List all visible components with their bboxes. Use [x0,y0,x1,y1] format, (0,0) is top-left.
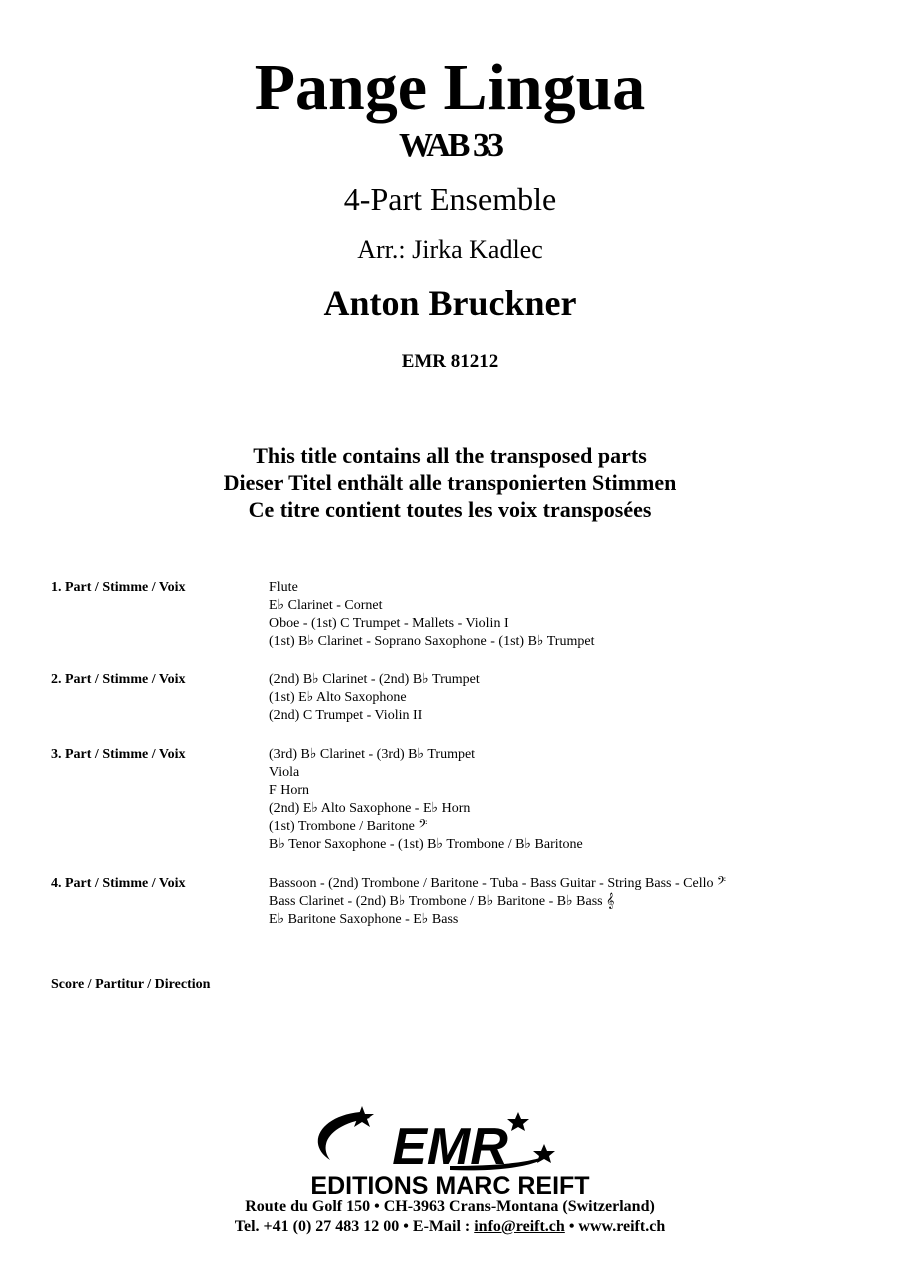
instrument-line: F Horn [269,783,310,798]
part-4-label: 4. Part / Stimme / Voix [51,876,186,891]
arranger: Arr.: Jirka Kadlec [357,235,543,264]
notice-french: Ce titre contient toutes les voix transposées [248,497,652,522]
instrument-line: Viola [269,765,300,780]
score-label: Score / Partitur / Direction [51,977,211,992]
part-3-instruments [269,746,583,854]
piece-title: Pange Lingua [254,51,646,124]
transposed-parts-notice [0,442,900,523]
edition-number: EMR 81212 [401,351,499,372]
publisher-contact [0,1217,900,1237]
part-1-label: 1. Part / Stimme / Voix [51,580,186,595]
contact-website: • www.reift.ch [564,1218,666,1235]
instrument-line: B♭ Tenor Saxophone - (1st) B♭ Trombone / B♭ Baritone [269,837,583,852]
part-4-instruments [269,875,726,929]
publisher-address-block [0,1197,900,1237]
instrument-line: Oboe - (1st) C Trumpet - Mallets - Violin I [269,616,509,631]
composer: Anton Bruckner [323,283,577,323]
instrument-line: (1st) E♭ Alto Saxophone [269,690,407,705]
instrument-line: Bassoon - (2nd) Trombone / Baritone - Tuba - Bass Guitar - String Bass - Cello 𝄢 [269,876,726,891]
part-1-instruments [269,579,594,651]
logo-letters: EMR [392,1118,508,1176]
ensemble-type: 4-Part Ensemble [343,181,557,217]
instrument-line: (1st) Trombone / Baritone 𝄢 [269,819,428,834]
part-2-instruments [269,671,480,725]
part-3-label: 3. Part / Stimme / Voix [51,747,186,762]
instrument-line: E♭ Baritone Saxophone - E♭ Bass [269,912,459,927]
instrument-line: (2nd) E♭ Alto Saxophone - E♭ Horn [269,801,471,816]
instrument-line: (2nd) C Trumpet - Violin II [269,708,423,723]
instrument-line: (2nd) B♭ Clarinet - (2nd) B♭ Trumpet [269,672,480,687]
instrument-line: (3rd) B♭ Clarinet - (3rd) B♭ Trumpet [269,747,476,762]
notice-german: Dieser Titel enthält alle transponierten Stimmen [223,470,677,495]
contact-phone: Tel. +41 (0) 27 483 12 00 • E-Mail : [234,1218,475,1235]
notice-english: This title contains all the transposed parts [253,443,647,468]
publisher-address: Route du Golf 150 • CH-3963 Crans-Montana (Switzerland) [245,1198,655,1215]
email-link[interactable]: info@reift.ch [474,1218,565,1235]
instrument-line: Bass Clarinet - (2nd) B♭ Trombone / B♭ Baritone - B♭ Bass 𝄞 [269,894,615,909]
instrument-line: (1st) B♭ Clarinet - Soprano Saxophone - (1st) B♭ Trumpet [269,634,595,649]
publisher-name: EDITIONS MARC REIFT [310,1172,590,1196]
part-2-label: 2. Part / Stimme / Voix [51,672,186,687]
emr-logo [300,1104,600,1196]
catalogue-number: WAB 33 [399,127,501,164]
instrument-line: E♭ Clarinet - Cornet [269,598,383,613]
instrument-line: Flute [269,580,298,595]
